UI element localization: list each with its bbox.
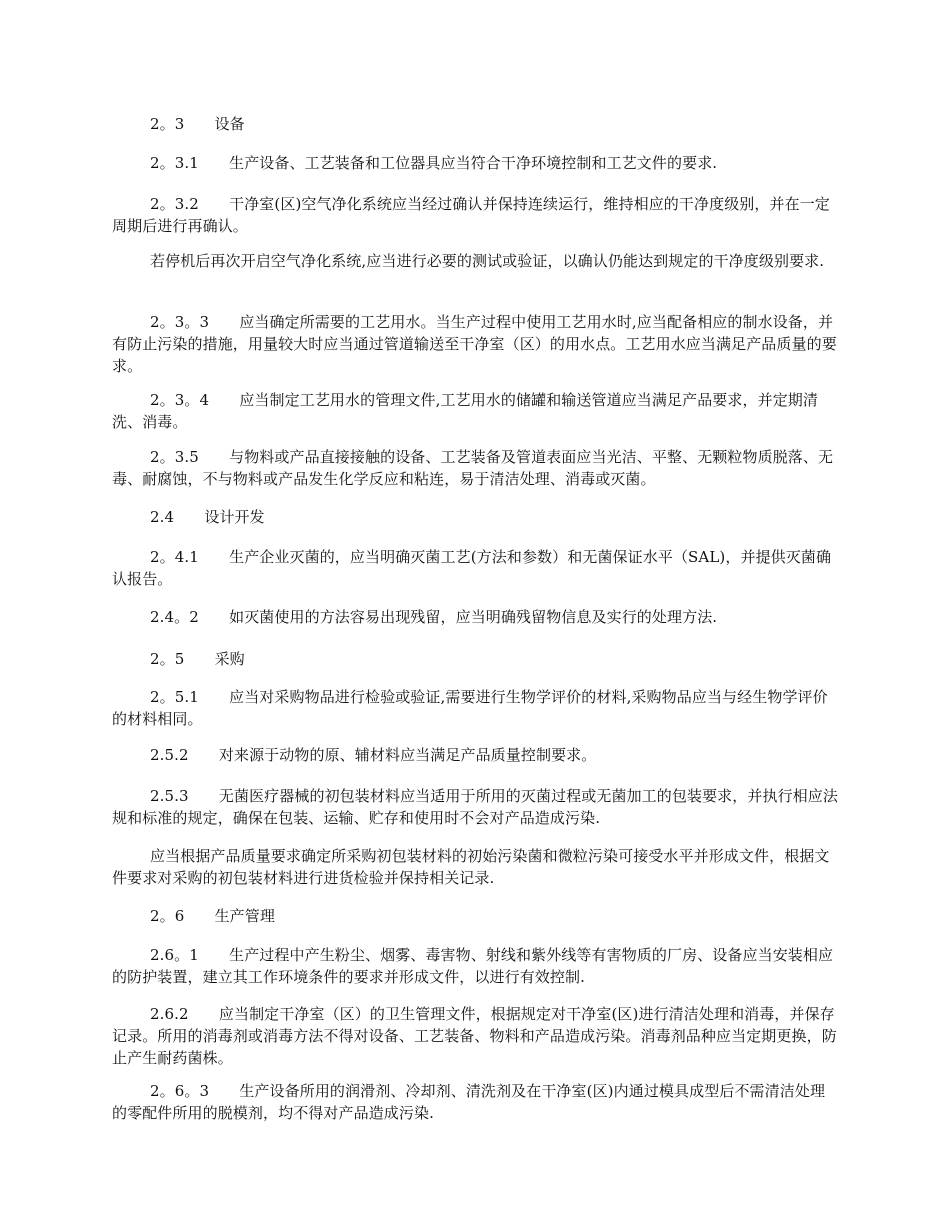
paragraph: 2.6。1 生产过程中产生粉尘、烟雾、毒害物、射线和紫外线等有害物质的厂房、设备应当安装相应的防护装置，建立其工作环境条件的要求并形成文件，以进行有效控制. — [112, 946, 834, 986]
paragraph: 2。4.1 生产企业灭菌的，应当明确灭菌工艺(方法和参数）和无菌保证水平（SAL)，并提供灭菌确认报告。 — [112, 548, 832, 588]
paragraph: 应当根据产品质量要求确定所采购初包装材料的初始污染菌和微粒污染可接受水平并形成文件，根据文件要求对采购的初包装材料进行进货检验并保持相关记录. — [112, 847, 830, 887]
section-heading: 2。5 采购 — [150, 650, 245, 668]
paragraph: 2.4。2 如灭菌使用的方法容易出现残留，应当明确残留物信息及实行的处理方法. — [150, 608, 718, 626]
section-heading: 2。6 生产管理 — [150, 907, 275, 925]
paragraph: 2。3.2 干净室(区)空气净化系统应当经过确认并保持连续运行，维持相应的干净度级别，并在一定周期后进行再确认。 — [112, 195, 830, 235]
paragraph: 2.5.2 对来源于动物的原、辅材料应当满足产品质量控制要求。 — [150, 746, 597, 764]
paragraph: 2。5.1 应当对采购物品进行检验或验证,需要进行生物学评价的材料,采购物品应当与经生物学评价的材料相同。 — [112, 688, 828, 728]
paragraph: 2。3.5 与物料或产品直接接触的设备、工艺装备及管道表面应当光洁、平整、无颗粒物质脱落、无毒、耐腐蚀，不与物料或产品发生化学反应和粘连，易于清洁处理、消毒或灭菌。 — [112, 448, 834, 488]
section-heading: 2.4 设计开发 — [150, 508, 265, 526]
paragraph: 若停机后再次开启空气净化系统,应当进行必要的测试或验证，以确认仍能达到规定的干净度级别要求. — [150, 252, 825, 270]
paragraph: 2.6.2 应当制定干净室（区）的卫生管理文件，根据规定对干净室(区)进行清洁处理和消毒，并保存记录。所用的消毒剂或消毒方法不得对设备、工艺装备、物料和产品造成污染。消毒剂品种应当定期更换，防止产生耐药菌株。 — [112, 1005, 837, 1067]
paragraph: 2。3。4 应当制定工艺用水的管理文件,工艺用水的储罐和输送管道应当满足产品要求，并定期清洗、消毒。 — [112, 391, 819, 431]
paragraph: 2。3.1 生产设备、工艺装备和工位器具应当符合干净环境控制和工艺文件的要求. — [150, 154, 718, 172]
paragraph: 2。3。3 应当确定所需要的工艺用水。当生产过程中使用工艺用水时,应当配备相应的制水设备，并有防止污染的措施，用量较大时应当通过管道输送至干净室（区）的用水点。工艺用水应当满足产品质量的要求。 — [112, 313, 837, 375]
paragraph: 2。6。3 生产设备所用的润滑剂、冷却剂、清洗剂及在干净室(区)内通过模具成型后不需清洁处理的零配件所用的脱模剂，均不得对产品造成污染. — [112, 1082, 826, 1122]
section-heading: 2。3 设备 — [150, 115, 245, 133]
paragraph: 2.5.3 无菌医疗器械的初包装材料应当适用于所用的灭菌过程或无菌加工的包装要求，并执行相应法规和标准的规定，确保在包装、运输、贮存和使用时不会对产品造成污染. — [112, 787, 838, 827]
